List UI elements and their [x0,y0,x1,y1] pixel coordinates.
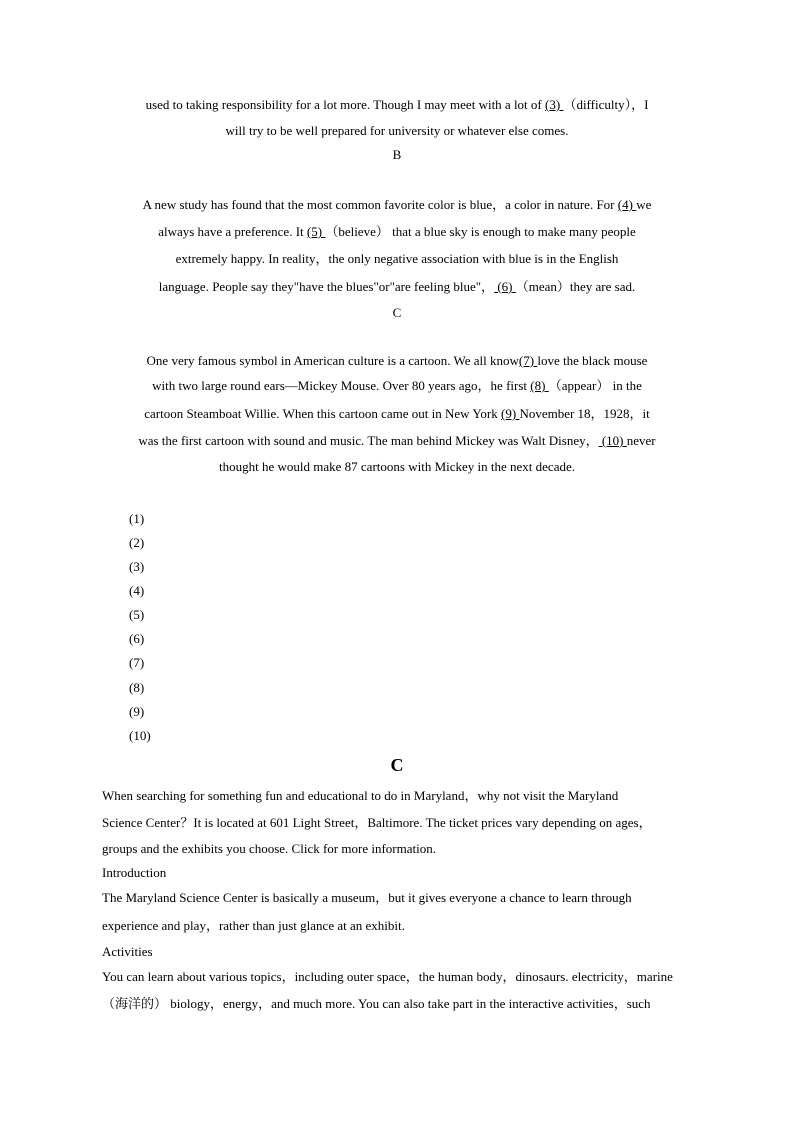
text-segment: cartoon Steamboat Willie. When this cartoon came out in New York [144,406,502,421]
answer-item: (4) [129,583,145,598]
passage-b-line-3: extremely happy. In reality，the only negative association with blue is in the English [175,251,619,266]
blank-5: (5) [306,224,326,239]
passage-c-line-5: thought he would make 87 cartoons with Mickey in the next decade. [219,459,575,474]
activities-line: （海洋的） biology，energy，and much more. You can also take part in the interactive activities，such [102,996,651,1011]
section-c-heading: C [390,755,404,775]
blank-3: (3) [545,97,564,112]
answer-item: (5) [129,607,145,622]
blank-10: (10) [598,433,627,448]
blank-6: (6) [494,279,516,294]
passage-b-line-1 [0,197,794,213]
passage-b-line-4 [0,279,794,295]
introduction-title: Introduction [102,865,167,880]
text-segment: （believe） that a blue sky is enough to make many people [325,224,636,239]
passage-a-line-2: will try to be well prepared for university or whatever else comes. [225,123,569,138]
answer-item: (7) [129,655,145,670]
text-segment: （mean）they are sad. [515,279,636,294]
blank-7: (7) [518,353,538,368]
section-c-para1-line: When searching for something fun and educational to do in Maryland，why not visit the Maryland [102,788,619,803]
passage-a-line-1 [0,97,794,113]
passage-c-line-1 [0,353,794,369]
section-c-para1-line: groups and the exhibits you choose. Click for more information. [102,841,436,856]
text-segment: with two large round ears—Mickey Mouse. Over 80 years ago，he first [152,378,531,393]
activities-title: Activities [102,944,153,959]
section-c-para1-line: Science Center？It is located at 601 Light Street，Baltimore. The ticket prices vary depending on ages， [102,815,652,830]
text-segment: we [636,197,652,212]
answer-item: (3) [129,559,145,574]
intro-line: experience and play，rather than just glance at an exhibit. [102,918,405,933]
activities-line: You can learn about various topics，including outer space，the human body，dinosaurs. electricity，marine [102,969,673,984]
answer-item: (2) [129,535,145,550]
passage-c-line-4 [0,433,794,449]
blank-8: (8) [530,378,549,393]
text-segment: used to taking responsibility for a lot more. Though I may meet with a lot of [145,97,546,112]
answer-item: (9) [129,704,145,719]
blank-4: (4) [617,197,637,212]
passage-c-line-2 [0,378,794,394]
answer-item: (6) [129,631,145,646]
intro-line: The Maryland Science Center is basically a museum，but it gives everyone a chance to learn through [102,890,632,905]
blank-9: (9) [501,406,520,421]
answer-item: (8) [129,680,145,695]
text-segment: love the black mouse [537,353,648,368]
text-segment: always have a preference. It [158,224,307,239]
text-segment: was the first cartoon with sound and music. The man behind Mickey was Walt Disney， [138,433,599,448]
passage-c-heading: C [392,305,402,320]
text-segment: A new study has found that the most common favorite color is blue，a color in nature. For [142,197,618,212]
text-segment: （appear） in the [548,378,642,393]
passage-b-line-2 [0,224,794,240]
text-segment: （difficulty），I [563,97,649,112]
answer-item: (1) [129,511,145,526]
answer-item: (10) [129,728,151,743]
text-segment: language. People say they"have the blues"or"are feeling blue"， [158,279,495,294]
passage-c-line-3 [0,406,794,422]
text-segment: never [626,433,656,448]
passage-b-heading: B [392,147,402,162]
text-segment: November 18，1928，it [519,406,650,421]
text-segment: One very famous symbol in American culture is a cartoon. We all know [146,353,519,368]
